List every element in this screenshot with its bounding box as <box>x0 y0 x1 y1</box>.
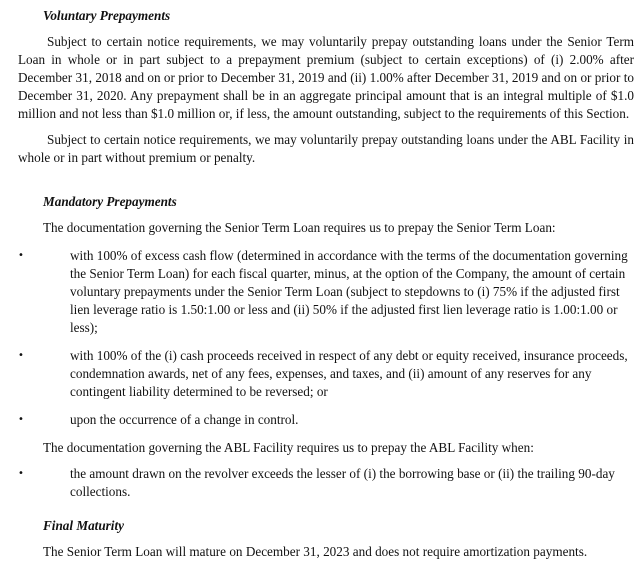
mandatory-term-loan-intro: The documentation governing the Senior Term Loan requires us to prepay the Senior Term Loan: <box>43 220 556 235</box>
final-maturity-text: The Senior Term Loan will mature on December 31, 2023 and does not require amortization payments. <box>43 544 588 559</box>
list-item <box>18 411 634 429</box>
list-item <box>18 465 634 501</box>
bullet-text: the amount drawn on the revolver exceeds the lesser of (i) the borrowing base or (ii) the trailing 90-day collections. <box>70 466 615 499</box>
bullet-icon: • <box>18 350 24 361</box>
mandatory-prepayments-heading: Mandatory Prepayments <box>43 194 177 209</box>
list-item <box>18 347 634 401</box>
mandatory-prepayments-section <box>18 193 634 501</box>
bullet-icon: • <box>18 414 24 425</box>
term-loan-bullet-list <box>18 247 634 429</box>
voluntary-term-loan-paragraph: Subject to certain notice requirements, we may voluntarily prepay outstanding loans under the Senior Term Loan in whole or in part subject to a prepayment premium (subject to certain exceptions) of (i) 2.00% after December 31, 2018 and on or prior to December 31, 2019 and (ii) 1.00% after December 31, 2019 and on or prior to December 31, 2020. Any prepayment shall be in an aggregate principal amount that is an integral multiple of $1.0 million and not less than $1.0 million or, if less, the amount outstanding, subject to the requirements of this Section. <box>18 34 634 121</box>
bullet-icon: • <box>18 250 24 261</box>
bullet-text: with 100% of excess cash flow (determined in accordance with the terms of the documentation governing the Senior Term Loan) for each fiscal quarter, minus, at the option of the Company, the amount of certain voluntary prepayments under the Senior Term Loan (subject to stepdowns to (i) 75% if the adjusted first lien leverage ratio is 1.50:1.00 or less and (ii) 50% if the adjusted first lien leverage ratio is 1.00:1.00 or less); <box>70 248 628 335</box>
bullet-icon: • <box>18 468 24 479</box>
final-maturity-section <box>18 517 634 561</box>
voluntary-abl-paragraph: Subject to certain notice requirements, we may voluntarily prepay outstanding loans under the ABL Facility in whole or in part without premium or penalty. <box>18 132 634 165</box>
bullet-text: upon the occurrence of a change in control. <box>70 412 299 427</box>
list-item <box>18 247 634 337</box>
abl-bullet-list <box>18 465 634 501</box>
mandatory-abl-intro: The documentation governing the ABL Facility requires us to prepay the ABL Facility when: <box>43 440 534 455</box>
bullet-text: with 100% of the (i) cash proceeds received in respect of any debt or equity received, insurance proceeds, condemnation awards, net of any fees, expenses, and taxes, and (ii) amount of any reserves for any contingent liability determined to be reversed; or <box>70 348 628 399</box>
voluntary-prepayments-heading: Voluntary Prepayments <box>43 8 171 23</box>
final-maturity-heading: Final Maturity <box>43 518 124 533</box>
voluntary-prepayments-section <box>18 7 634 167</box>
